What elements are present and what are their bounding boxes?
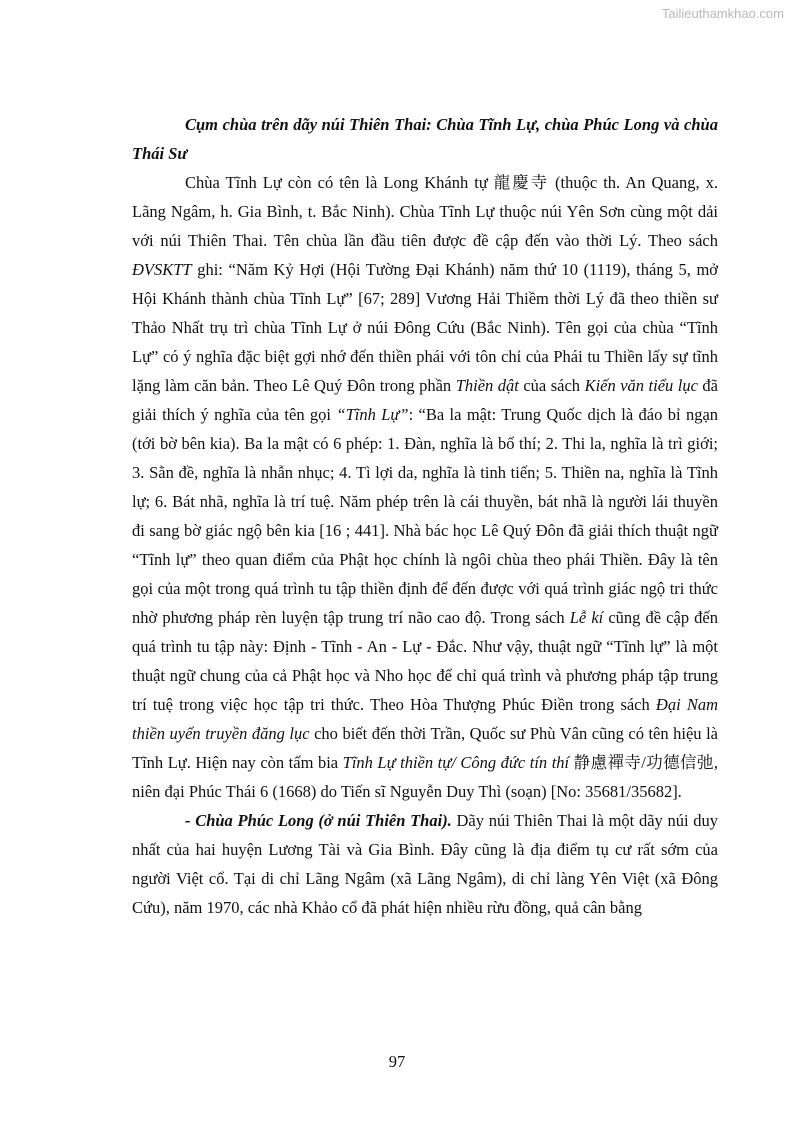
text-run: cũng đề cập đến quá trình tu tập này: Định - Tĩnh - An - Lự - Đắc. Như vậy, thuật ngữ “Tĩnh lự” là một thuật ngữ chung của cả Phật học và Nho học để chỉ quá trình và phương pháp tập trung trí tuệ trong việc học tập tri thức. Theo Hòa Thượng Phúc Điền trong sách — [132, 608, 718, 714]
text-run: ghi: “Năm Kỷ Hợi (Hội Tường Đại Khánh) năm thứ 10 (1119), tháng 5, mở Hội Khánh thành chùa Tĩnh Lự” [67; 289] Vương Hải Thiềm thời Lý đã theo thiền sư Thảo Nhất trụ trì chùa Tĩnh Lự ở núi Đông Cứu (Bắc Ninh). Tên gọi của chùa “Tĩnh Lự” có ý nghĩa đặc biệt gợi nhớ đến thiền phái với tôn chỉ của Phái tu Thiền lấy sự tĩnh lặng làm căn bản. Theo Lê Quý Đôn trong phần — [132, 260, 718, 395]
paragraph-phuc-long — [132, 806, 718, 922]
book-title-dvsktt: ĐVSKTT — [132, 260, 192, 279]
text-run: Chùa Tĩnh Lự còn có tên là Long Khánh tự 龍慶寺 (thuộc th. An Quang, x. Lãng Ngâm, h. Gia Bình, t. Bắc Ninh). Chùa Tĩnh Lự thuộc núi Yên Sơn cùng một dải với núi Thiên Thai. Tên chùa lần đầu tiên được đề cập đến vào thời Lý. Theo sách — [132, 173, 718, 250]
text-run: cho biết đến thời Trần, Quốc sư Phù Vân cũng có tên hiệu là Tĩnh Lự. Hiện nay còn tấm bia — [132, 724, 718, 772]
section-title-thien-dat: Thiền dật — [455, 376, 519, 395]
section-heading: Cụm chùa trên dãy núi Thiên Thai: Chùa Tĩnh Lự, chùa Phúc Long và chùa Thái Sư — [132, 115, 718, 163]
text-run: đã giải thích ý nghĩa của tên gọi — [132, 376, 719, 424]
text-run: của sách — [518, 376, 585, 395]
book-title-le-ki: Lễ kí — [569, 608, 604, 627]
page-number: 97 — [388, 1052, 406, 1071]
term-tinh-lu: “Tĩnh Lự” — [336, 405, 409, 424]
text-run: : “Ba la mật: Trung Quốc dịch là đáo bỉ ngạn (tới bờ bên kia). Ba la mật có 6 phép: 1. Đàn, nghĩa là bố thí; 2. Thi la, nghĩa là trì giới; 3. Sằn đề, nghĩa là nhẫn nhục; 4. Tì lợi da, nghĩa là tinh tiến; 5. Thiền na, nghĩa là Tĩnh lự; 6. Bát nhã, nghĩa là trí tuệ. Năm phép trên là cái thuyền, bát nhã là người lái thuyền đi sang bờ giác ngộ bên kia [16 ; 441]. Nhà bác học Lê Quý Đôn đã giải thích thuật ngữ “Tĩnh lự” theo quan điểm của Phật học chính là ngôi chùa theo phái Thiền. Đây là tên gọi của một trong quá trình tu tập thiền định để đến được với quá trình giác ngộ tri thức nhờ phương pháp rèn luyện tập trung trí não cao độ. Trong sách — [132, 405, 719, 627]
paragraph-tinh-lu — [132, 168, 718, 806]
subheading-phuc-long: - Chùa Phúc Long (ở núi Thiên Thai). — [185, 811, 452, 830]
stele-title: Tĩnh Lự thiền tự/ Công đức tín thí — [342, 753, 570, 772]
book-title-dai-nam: Đại Nam thiền uyển truyền đăng lục — [132, 695, 719, 743]
text-run: 静慮禪寺/功德信弛, niên đại Phúc Thái 6 (1668) do Tiến sĩ Nguyễn Duy Thì (soạn) [No: 35681/35682]. — [132, 753, 718, 801]
page-body — [132, 110, 718, 922]
book-title-kien-van: Kiến văn tiểu lục — [584, 376, 698, 395]
watermark: Tailieuthamkhao.com — [661, 6, 784, 21]
text-run: Dãy núi Thiên Thai là một dãy núi duy nhất của hai huyện Lương Tài và Gia Bình. Đây cũng là địa điểm tụ cư rất sớm của người Việt cổ. Tại di chỉ Lãng Ngâm (xã Lãng Ngâm), di chỉ làng Yên Việt (xã Đông Cứu), năm 1970, các nhà Khảo cổ đã phát hiện nhiều rừu đồng, quả cân bằng — [132, 811, 718, 917]
